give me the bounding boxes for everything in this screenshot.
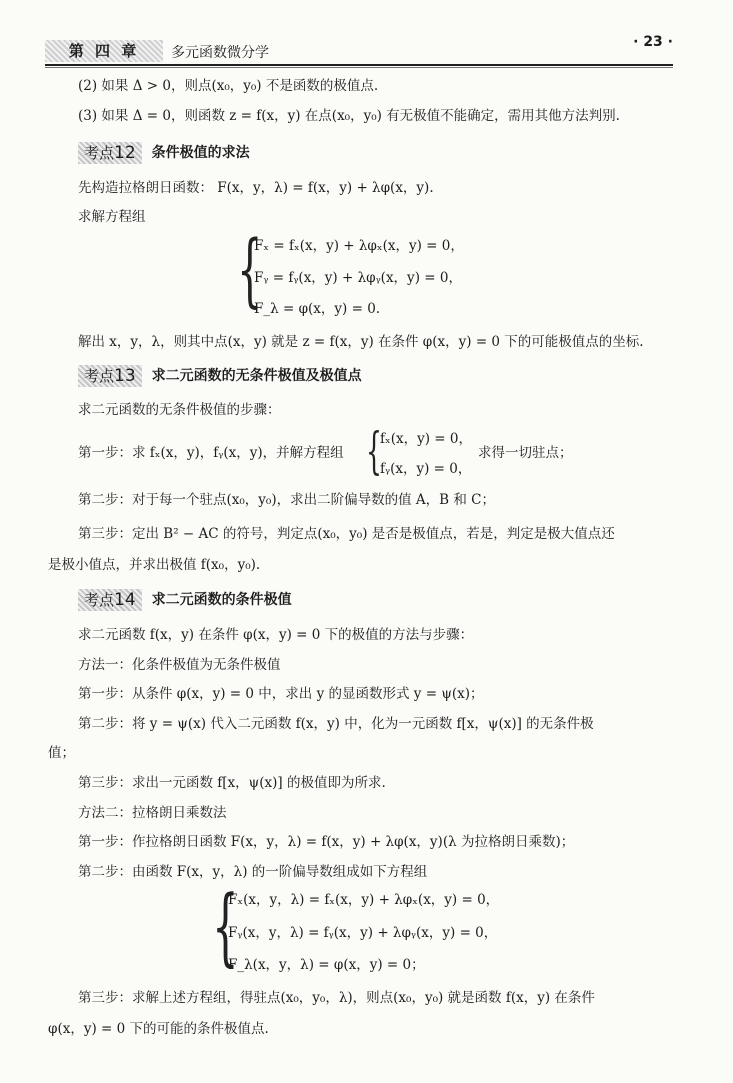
kaodian-badge: 考点13 [78,365,142,387]
text-line: 第一步：从条件 φ(x，y) = 0 中，求出 y 的显函数形式 y = ψ(x)； [78,686,484,702]
text-line: 第三步：求出一元函数 f[x，ψ(x)] 的极值即为所求. [78,775,386,791]
text-line: 第二步：将 y = ψ(x) 代入二元函数 f(x，y) 中，化为一元函数 f[x，ψ(x)] 的无条件极 [78,716,594,732]
kaodian-badge: 考点12 [78,142,142,164]
text-line: (2) 如果 Δ > 0，则点(x₀，y₀) 不是函数的极值点. [78,78,379,94]
equation-line: Fᵧ(x，y，λ) = fᵧ(x，y) + λφᵧ(x，y) = 0， [228,925,498,941]
equation-line: Fᵧ = fᵧ(x，y) + λφᵧ(x，y) = 0， [254,270,462,286]
brace-icon: { [366,422,382,480]
text-line: 是极小值点，并求出极值 f(x₀，y₀). [48,557,261,573]
chapter-title: 多元函数微分学 [171,45,269,61]
text-line: 方法二：拉格朗日乘数法 [78,805,227,821]
text-line: 求二元函数 f(x，y) 在条件 φ(x，y) = 0 下的极值的方法与步骤： [78,627,474,643]
text-line: 求二元函数的无条件极值的步骤： [78,402,281,418]
heading-title: 求二元函数的条件极值 [151,592,292,608]
equation-line: fᵧ(x，y) = 0， [380,461,472,477]
text-line: 方法一：化条件极值为无条件极值 [78,657,281,673]
text-line: (3) 如果 Δ = 0，则函数 z = f(x，y) 在点(x₀，y₀) 有无极值不能确定，需用其他方法判别. [78,108,620,124]
text-line: 求得一切驻点； [478,445,573,461]
page-header [45,34,673,64]
text-line: 求解方程组 [78,209,146,225]
equation-line: F_λ = φ(x，y) = 0. [254,301,381,317]
section-heading-14 [78,589,292,611]
equation-line: F_λ(x，y，λ) = φ(x，y) = 0； [228,957,425,973]
text-line: 第三步：求解上述方程组，得驻点(x₀，y₀，λ)，则点(x₀，y₀) 就是函数 f(x，y) 在条件 [78,990,595,1006]
text-line: 解出 x，y，λ，则其中点(x，y) 就是 z = f(x，y) 在条件 φ(x，y) = 0 下的可能极值点的坐标. [78,334,644,350]
brace-icon: { [237,223,263,316]
equation-line: Fₓ = fₓ(x，y) + λφₓ(x，y) = 0， [254,238,464,254]
equation-line: fₓ(x，y) = 0， [380,431,472,447]
section-heading-12 [78,142,250,164]
kaodian-badge: 考点14 [78,589,142,611]
chapter-label: 第 四 章 [45,40,163,62]
text-line: 第二步：对于每一个驻点(x₀，y₀)，求出二阶偏导数的值 A，B 和 C； [78,492,495,508]
header-rule [45,64,673,66]
text-line: 第一步：作拉格朗日函数 F(x，y，λ) = f(x，y) + λφ(x，y)(λ 为拉格朗日乘数)； [78,834,575,850]
text-line: 第二步：由函数 F(x，y，λ) 的一阶偏导数组成如下方程组 [78,864,428,880]
section-heading-13 [78,365,362,387]
heading-title: 求二元函数的无条件极值及极值点 [151,368,362,384]
page-number: · 23 · [633,34,673,50]
brace-icon: { [212,877,239,975]
heading-title: 条件极值的求法 [151,145,250,161]
text-line: φ(x，y) = 0 下的可能的条件极值点. [48,1021,269,1037]
text-line: 值； [48,745,75,761]
text-line: 第一步：求 fₓ(x，y)，fᵧ(x，y)，并解方程组 [78,445,344,461]
text-line: 先构造拉格朗日函数： F(x，y，λ) = f(x，y) + λφ(x，y). [78,180,434,196]
equation-line: Fₓ(x，y，λ) = fₓ(x，y) + λφₓ(x，y) = 0， [228,892,500,908]
text-line: 第三步：定出 B² − AC 的符号，判定点(x₀，y₀) 是否是极值点，若是，判定是极大值点还 [78,526,615,542]
header-rule-thin [45,67,673,68]
